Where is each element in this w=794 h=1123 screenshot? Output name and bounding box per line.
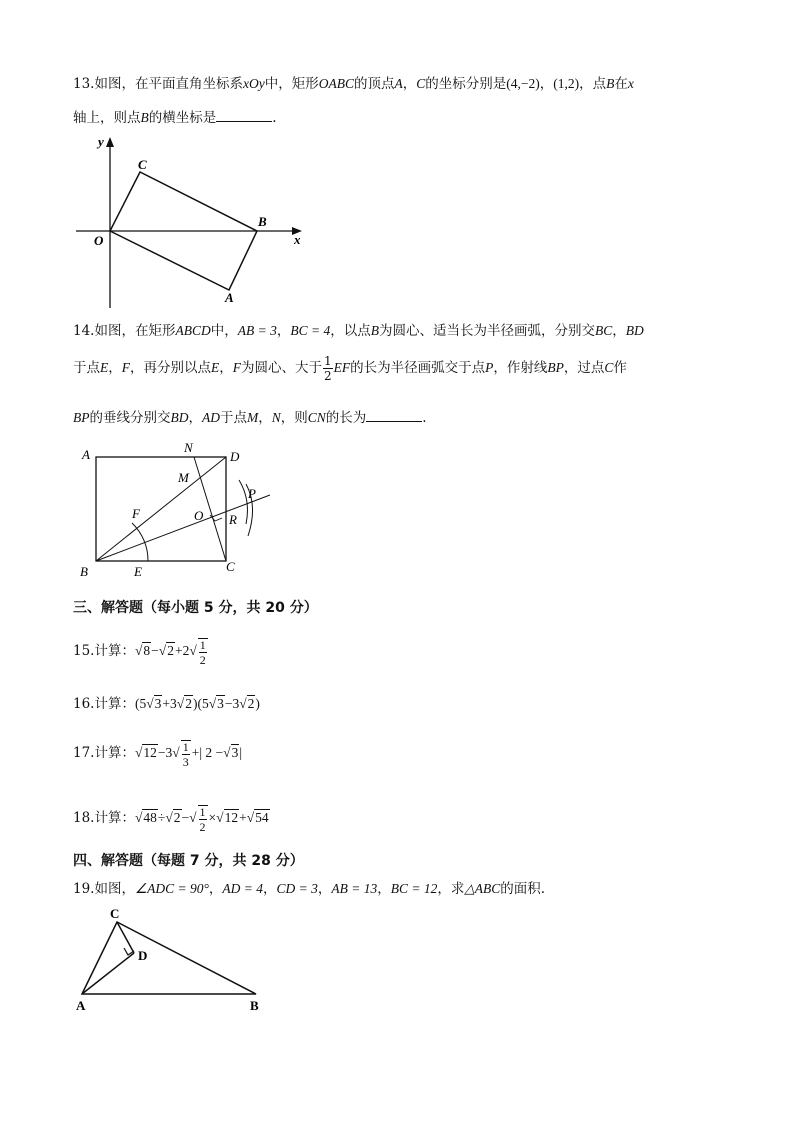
segment-ad bbox=[82, 953, 134, 994]
label-c: C bbox=[110, 906, 120, 921]
label-a: A bbox=[76, 998, 86, 1013]
answer-blank bbox=[366, 409, 422, 422]
q19-figure bbox=[72, 900, 272, 1018]
q15: 15.计算：√8−√2+2√ $\frac{1}{2}$ bbox=[73, 638, 206, 667]
q17: 17.计算：√12−3√ $\frac{1}{3}$ +| 2 −√3| bbox=[73, 740, 243, 769]
label-m: M bbox=[178, 470, 189, 485]
label-o: O bbox=[194, 508, 204, 523]
label-p: P bbox=[248, 486, 256, 501]
label-b: B bbox=[80, 564, 88, 579]
arc-p-1 bbox=[239, 480, 247, 524]
q14-figure bbox=[76, 440, 276, 580]
point-b: B bbox=[258, 214, 267, 229]
label-a: A bbox=[82, 447, 90, 462]
point-c: C bbox=[138, 157, 147, 172]
q13-figure bbox=[70, 128, 310, 313]
q14-line2: 于点E，F，再分别以点E，F为圆心、大于 $\frac{1}{2}$ EF的长为半径画弧交于点P，作射线BP，过点C作 bbox=[73, 354, 627, 383]
label-d: D bbox=[138, 948, 148, 963]
q13-line2: 轴上，则点B的横坐标是 . bbox=[73, 110, 277, 126]
point-o: O bbox=[94, 233, 104, 248]
label-f: F bbox=[132, 506, 140, 521]
label-c: C bbox=[226, 559, 235, 574]
q19-line: 19.如图，∠ADC = 90°，AD = 4，CD = 3，AB = 13，BC = 12，求△ABC的面积. bbox=[73, 881, 546, 897]
q14-line1: 14.如图，在矩形ABCD中，AB = 3，BC = 4，以点B为圆心、适当长为半径画弧，分别交BC，BD bbox=[73, 323, 644, 339]
triangle-abc bbox=[82, 922, 256, 994]
q16: 16.计算：(5√3+3√2)(5√3−3√2) bbox=[73, 696, 260, 712]
section-4-heading: 四、解答题（每题 7 分，共 28 分） bbox=[73, 853, 304, 869]
q14-line3: BP的垂线分别交BD，AD于点M，N，则CN的长为 . bbox=[73, 410, 427, 426]
label-e: E bbox=[134, 564, 142, 579]
diagonal-bd bbox=[96, 457, 226, 561]
label-r: R bbox=[229, 512, 237, 527]
answer-blank bbox=[216, 109, 272, 122]
point-a: A bbox=[225, 290, 234, 305]
y-axis-arrow bbox=[106, 137, 114, 147]
q18: 18.计算：√48÷√2−√ $\frac{1}{2}$ ×√12+√54 bbox=[73, 805, 269, 834]
label-b: B bbox=[250, 998, 259, 1013]
ray-bp bbox=[96, 495, 270, 561]
label-d: D bbox=[230, 449, 240, 464]
q13-line1: 13.如图，在平面直角坐标系xOy中，矩形OABC的顶点A，C的坐标分别是(4,−2)，(1,2)，点B在x bbox=[73, 76, 634, 92]
y-label: y bbox=[98, 134, 104, 149]
x-label: x bbox=[294, 232, 301, 247]
section-3-heading: 三、解答题（每小题 5 分，共 20 分） bbox=[73, 600, 318, 616]
label-n: N bbox=[184, 440, 193, 455]
fraction-half: $\frac{1}{2}$ bbox=[324, 354, 332, 383]
